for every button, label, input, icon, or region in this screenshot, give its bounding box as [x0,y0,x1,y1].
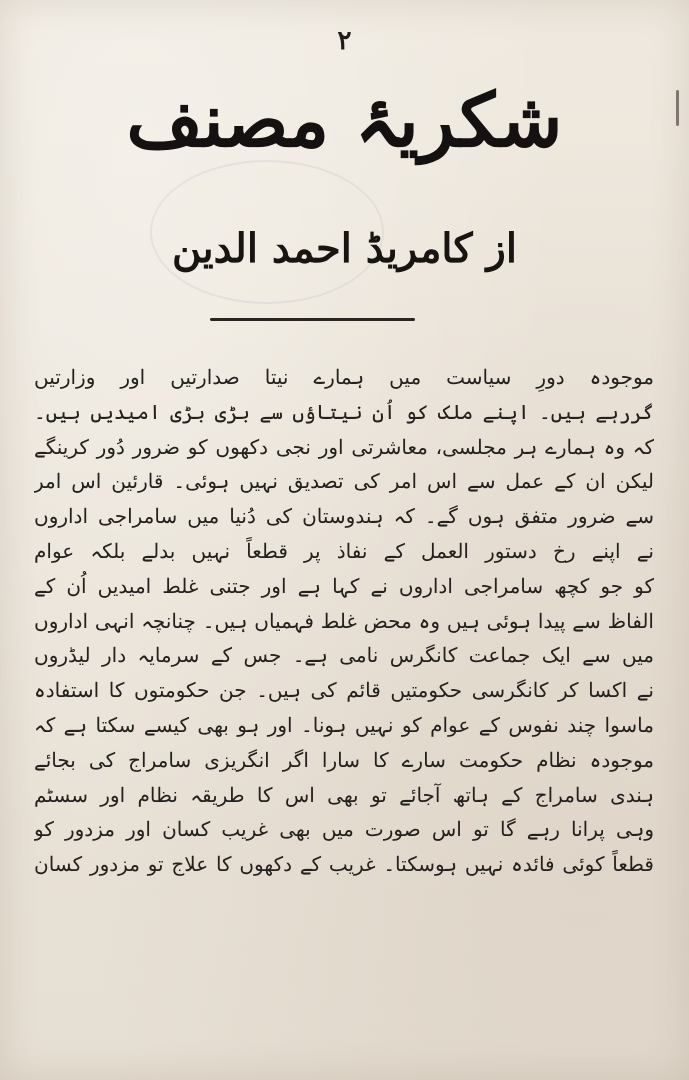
body-line-6: نے اپنے رخ دستور العمل کے نفاذ پر قطعاً نہیں بدلے بلکہ عوام [34,538,654,563]
body-line-9: میں سے ایک جماعت کانگرس نامی ہے۔ جس کے سرمایہ دار لیڈروں [34,643,654,668]
page-number: ۲ [337,26,352,56]
body-text [34,360,654,882]
body-line-10: نے اکسا کر کانگرسی حکومتیں قائم کی ہیں۔ جن حکومتوں کا استفادہ [34,678,654,703]
title-divider [210,318,415,321]
body-line-7: کو جو کچھ سامراجی اداروں نے کہا ہے اور جتنی غلط امیدیں اُن کے [34,573,654,598]
body-line-4: لیکن ان کے عمل سے اس امر کی تصدیق نہیں ہوئی۔ قارئین اس امر [34,469,654,494]
body-line-15: قطعاً کوئی فائدہ نہیں ہوسکتا۔ غریب کے دکھوں کا علاج تو مزدور کسان [34,852,654,877]
body-line-2: گررہے ہیں۔ اپنے ملک کو اُن نیتاؤں سے بڑی بڑی امیدیں ہیں۔ [34,399,654,424]
body-line-11: ماسوا چند نفوس کے عوام کو نہیں ہونا۔ اور ہو بھی کیسے سکتا ہے کہ [34,712,654,737]
body-line-3: کہ وہ ہمارے ہر مجلسی، معاشرتی اور نجی دکھوں کو ضرور دُور کرینگے [34,434,654,459]
author-byline: از کامریڈ احمد الدین [172,225,517,272]
page-title: شکریۂ مصنف [126,78,563,164]
body-line-13: ہندی سامراج کے ہاتھ آجائے تو بھی اس کا طریقہ نظام اور سسٹم [34,782,654,807]
body-line-8: الفاظ سے پیدا ہوئی ہیں وہ محض غلط فہمیاں ہیں۔ چنانچہ انہی اداروں [34,608,654,633]
body-line-14: وہی پرانا رہے گا تو اس صورت میں بھی غریب کسان اور مزدور کو [34,817,654,842]
body-line-5: سے ضرور متفق ہوں گے۔ کہ ہندوستان کی دُنیا میں سامراجی اداروں [34,504,654,529]
body-line-12: موجودہ نظام حکومت سارے کا سارا اگر انگریزی سامراج کی بجائے [34,747,654,772]
body-line-1: موجودہ دورِ سیاست میں ہمارے نیتا صدارتیں اور وزارتیں [34,365,654,389]
